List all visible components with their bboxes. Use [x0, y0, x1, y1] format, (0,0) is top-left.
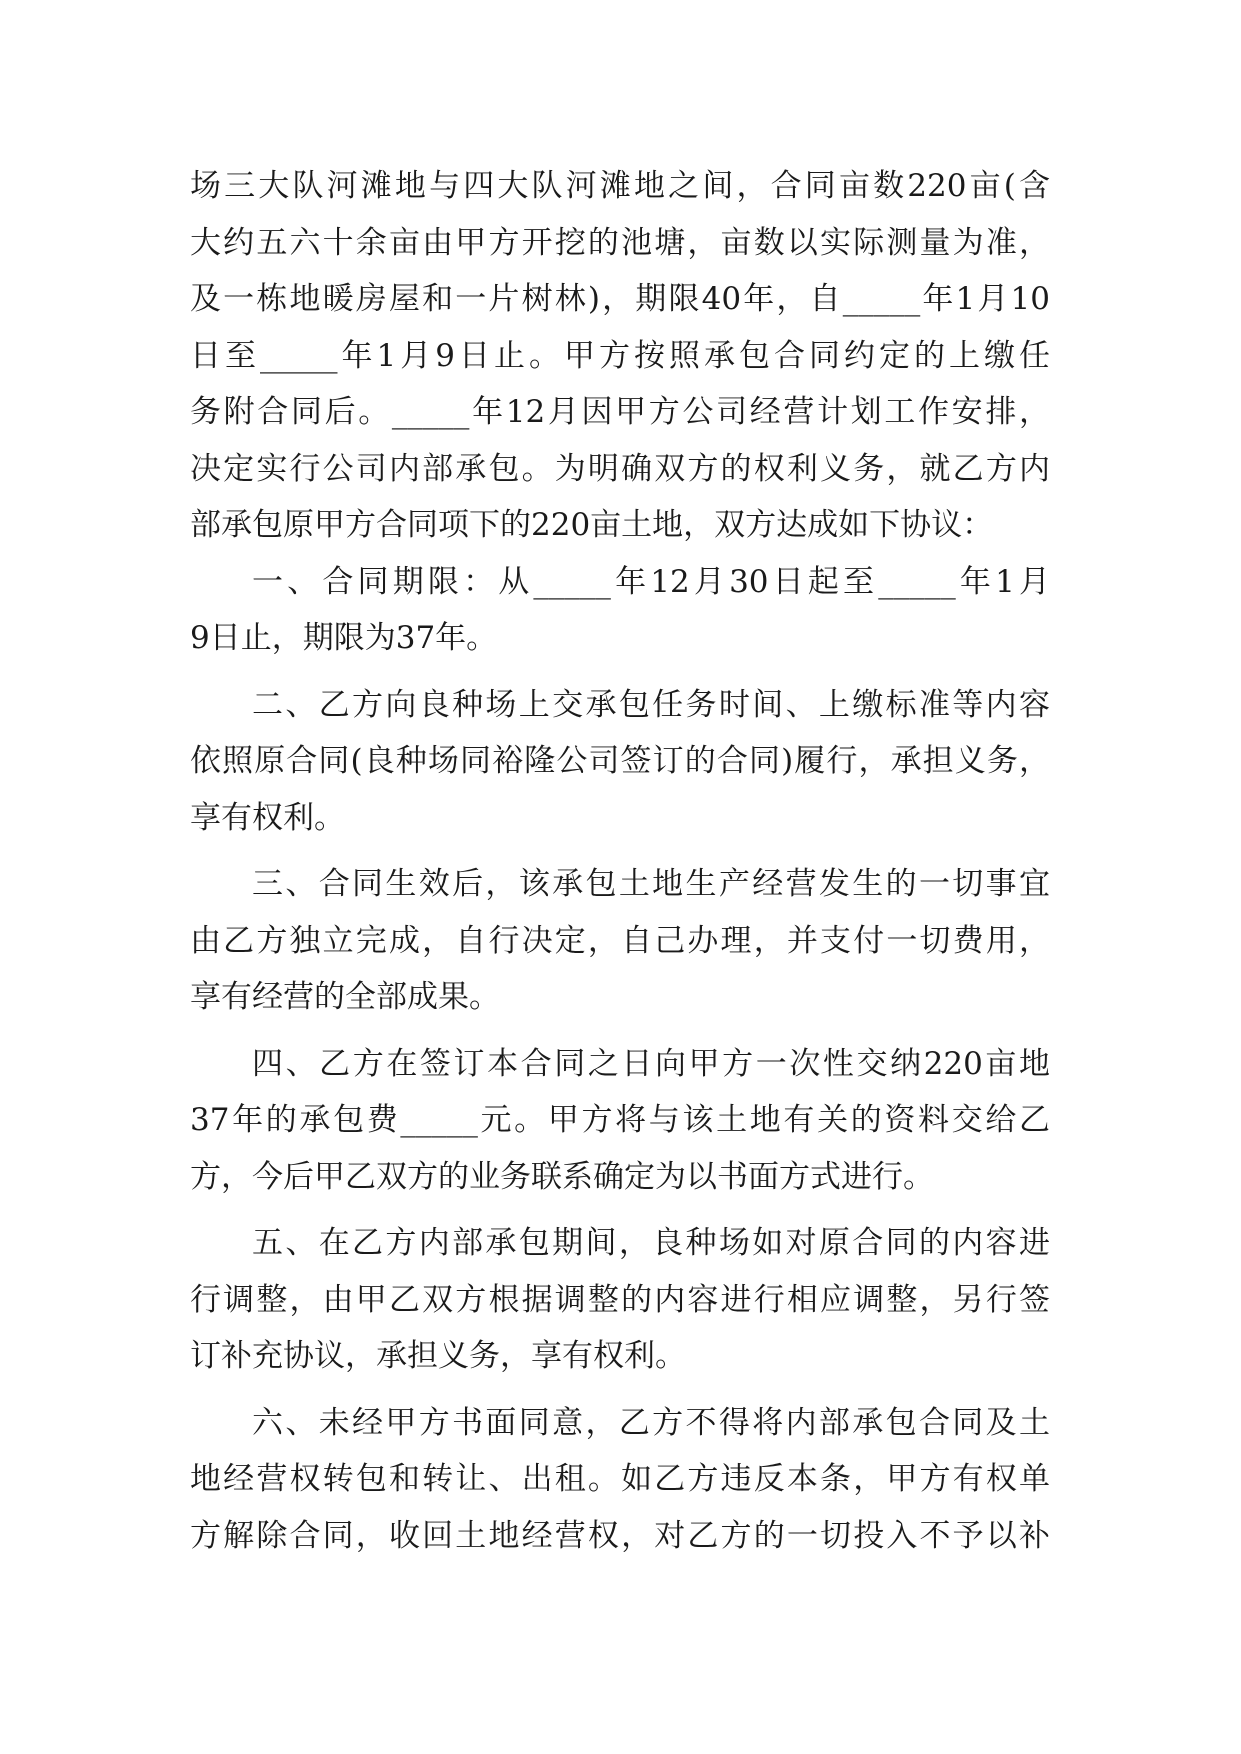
text-line: 部承包原甲方合同项下的220亩土地，双方达成如下协议： — [190, 507, 994, 543]
clause-5-paragraph — [190, 1215, 1050, 1385]
intro-paragraph — [190, 158, 1050, 554]
paragraph-gap — [190, 667, 1050, 677]
paragraph-gap — [190, 1385, 1050, 1395]
paragraph-gap — [190, 1026, 1050, 1036]
paragraph-gap — [190, 1205, 1050, 1215]
text-line: 37年的承包费_____元。甲方将与该土地有关的资料交给乙 — [190, 1102, 1050, 1138]
text-line: 六、未经甲方书面同意，乙方不得将内部承包合同及土 — [252, 1404, 1050, 1441]
text-line: 9日止，期限为37年。 — [190, 620, 498, 656]
text-line: 二、乙方向良种场上交承包任务时间、上缴标准等内容 — [252, 686, 1050, 723]
text-line: 五、在乙方内部承包期间，良种场如对原合同的内容进 — [252, 1225, 1050, 1261]
clause-4-paragraph — [190, 1036, 1050, 1206]
text-line: 大约五六十余亩由甲方开挖的池塘，亩数以实际测量为准， — [190, 224, 1050, 261]
text-line: 行调整，由甲乙双方根据调整的内容进行相应调整，另行签 — [190, 1281, 1050, 1318]
text-line: 及一栋地暖房屋和一片树林)，期限40年，自_____年1月10 — [190, 281, 1050, 317]
text-line: 三、合同生效后，该承包土地生产经营发生的一切事宜 — [252, 866, 1050, 902]
text-line: 四、乙方在签订本合同之日向甲方一次性交纳220亩地 — [252, 1045, 1050, 1082]
text-line: 享有权利。 — [190, 799, 345, 836]
paragraph-gap — [190, 846, 1050, 856]
clause-2-paragraph — [190, 677, 1050, 847]
text-line: 场三大队河滩地与四大队河滩地之间，合同亩数220亩(含 — [190, 168, 1050, 204]
clause-6-paragraph — [190, 1395, 1050, 1565]
text-line: 决定实行公司内部承包。为明确双方的权利义务，就乙方内 — [190, 450, 1050, 487]
text-line: 方解除合同，收回土地经营权，对乙方的一切投入不予以补 — [190, 1517, 1050, 1554]
clause-1-paragraph — [190, 554, 1050, 667]
text-line: 订补充协议，承担义务，享有权利。 — [190, 1338, 686, 1374]
text-line: 地经营权转包和转让、出租。如乙方违反本条，甲方有权单 — [190, 1461, 1050, 1497]
text-line: 由乙方独立完成，自行决定，自己办理，并支付一切费用， — [190, 922, 1050, 959]
text-line: 一、合同期限：从_____年12月30日起至_____年1月 — [252, 563, 1050, 600]
text-line: 享有经营的全部成果。 — [190, 979, 500, 1015]
text-line: 方，今后甲乙双方的业务联系确定为以书面方式进行。 — [190, 1158, 934, 1195]
text-line: 务附合同后。_____年12月因甲方公司经营计划工作安排， — [190, 394, 1050, 430]
text-line: 依照原合同(良种场同裕隆公司签订的合同)履行，承担义务， — [190, 743, 1050, 779]
text-line: 日至_____年1月9日止。甲方按照承包合同约定的上缴任 — [190, 337, 1050, 374]
contract-body — [190, 158, 1050, 1564]
clause-3-paragraph — [190, 856, 1050, 1026]
